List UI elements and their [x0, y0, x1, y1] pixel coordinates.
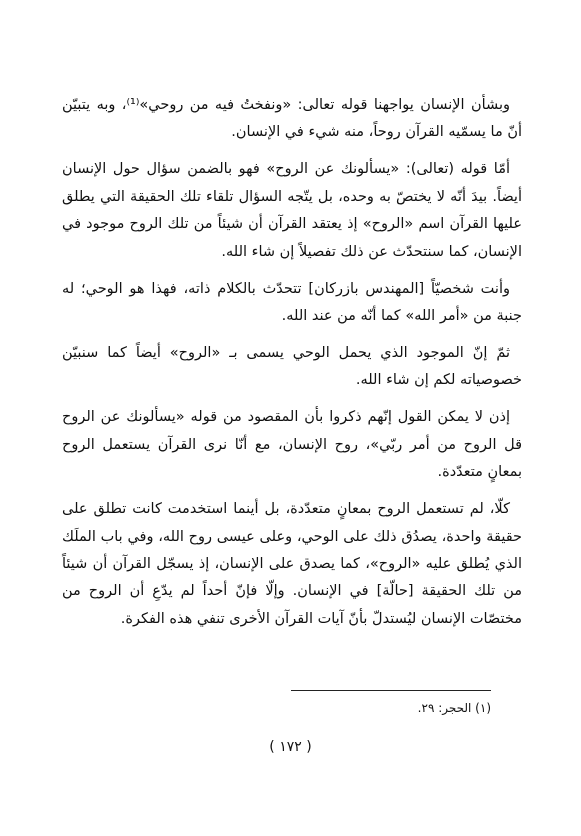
paragraph-4: ثمّ إنّ الموجود الذي يحمل الوحي يسمى بـ «الروح» أيضاً كما سنبيّن خصوصياته لكم إن شاء الله.: [62, 345, 522, 389]
page-number: ( ١٧٢ ): [269, 739, 312, 755]
paragraph-3: وأنت شخصيّاً [المهندس بازركان] تتحدّث بالكلام ذاته، فهذا هو الوحي؛ له جنبة من «أمر الله» كما أنّه من عند الله.: [62, 280, 522, 325]
footnote-divider: [291, 690, 491, 691]
footnote: (١) الحجر: ٢٩.: [417, 701, 491, 715]
paragraph-5: إذن لا يمكن القول إنّهم ذكروا بأن المقصود من قوله «يسألونك عن الروح قل الروح من أمر ربّي»، روح الإنسان، مع أنّا نرى القرآن يستعمل الروح بمعانٍ متعدّدة.: [62, 409, 522, 481]
paragraph-1: وبشأن الإنسان يواجهنا قوله تعالى: «ونفختُ فيه من روحي»⁽¹⁾، وبه يتبيّن أنّ ما يسمّيه القرآن روحاً، منه شيء في الإنسان.: [62, 97, 522, 141]
paragraph-6: كلّا، لم تستعمل الروح بمعانٍ متعدّدة، بل أينما استخدمت كانت تطلق على حقيقة واحدة، يصدُق ذلك على الوحي، وعلى عيسى روح الله، وفي باب الملَك الذي يُطلق عليه «الروح»، كما يصدق على الإنسان، إذ يسجّل القرآن أن شيئاً من تلك الحقيقة [حالّة] في الإنسان. وإلّا فإنّ أحداً لم يدّعِ أن الروح من مختصّات الإنسان ليُستدلّ بأنّ آيات القرآن الأخرى تنفي هذه الفكرة.: [62, 501, 522, 627]
paragraph-2: أمّا قوله (تعالى): «يسألونك عن الروح» فهو بالضمن سؤال حول الإنسان أيضاً. بيدَ أنّه لا يختصّ به وحده، بل يتّجه السؤال تلقاء تلك الحقيقة التي يطلق عليها القرآن اسم «الروح» إذ يعتقد القرآن أن شيئاً من تلك الروح موجود في الإنسان، كما سنتحدّث عن ذلك تفصيلاً إن شاء الله.: [62, 161, 522, 260]
body-text: [62, 92, 522, 633]
